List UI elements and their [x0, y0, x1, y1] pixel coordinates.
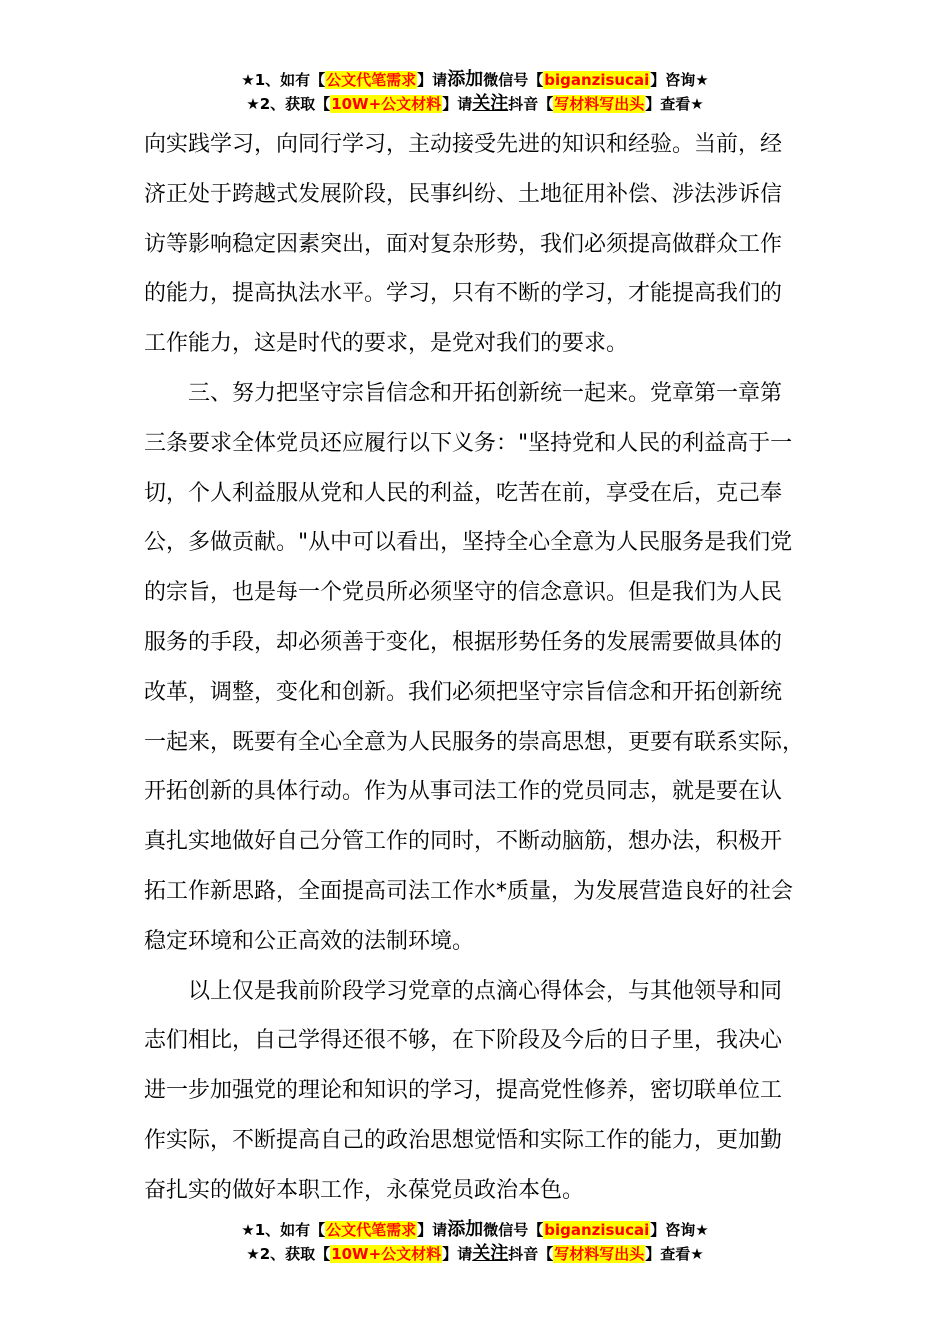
promo-line-1	[0, 1218, 950, 1242]
text-line: 以上仅是我前阶段学习党章的点滴心得体会，与其他领导和同	[188, 978, 783, 1004]
footer-promo-banner	[0, 1218, 950, 1266]
promo-line-1	[0, 68, 950, 92]
text-line: 奋扎实的做好本职工作，永葆党员政治本色。	[144, 1177, 585, 1203]
paragraph-2	[144, 369, 804, 967]
promo-highlight-douyin-account: 写材料写出头	[554, 95, 645, 113]
promo-emphasis: 关注	[472, 93, 509, 114]
text-line: 切，个人利益服从党和人民的利益，吃苦在前，享受在后，克己奉	[144, 480, 783, 506]
text-line: 稳定环境和公正高效的法制环境。	[144, 928, 475, 954]
promo-highlight-wechat-id: biganzisucai	[544, 1221, 650, 1239]
star-icon: ★	[246, 95, 260, 113]
text-line: 三条要求全体党员还应履行以下义务："坚持党和人民的利益高于一	[144, 430, 793, 456]
text-line: 作实际，不断提高自己的政治思想觉悟和实际工作的能力，更加勤	[144, 1127, 783, 1153]
promo-highlight-service: 公文代笔需求	[326, 71, 417, 89]
promo-text: 微信号【	[483, 71, 544, 89]
text-line: 志们相比，自己学得还很不够，在下阶段及今后的日子里，我决心	[144, 1028, 783, 1054]
paragraph-3	[144, 967, 804, 1216]
promo-line-2	[0, 92, 950, 116]
promo-text: 抖音【	[508, 1245, 554, 1263]
text-line: 向实践学习，向同行学习，主动接受先进的知识和经验。当前，经	[144, 132, 783, 157]
text-line: 济正处于跨越式发展阶段，民事纠纷、土地征用补偿、涉法涉诉信	[144, 181, 783, 207]
promo-text: 1、如有【	[254, 71, 326, 89]
promo-text: 微信号【	[483, 1221, 544, 1239]
star-icon: ★	[246, 1245, 260, 1263]
star-icon: ★	[241, 1221, 255, 1239]
text-line: 改革，调整，变化和创新。我们必须把坚守宗旨信念和开拓创新统	[144, 679, 783, 705]
star-icon: ★	[241, 71, 255, 89]
promo-text: 】请	[417, 1221, 448, 1239]
promo-emphasis: 添加	[447, 1219, 484, 1240]
text-line: 的宗旨，也是每一个党员所必须坚守的信念意识。但是我们为人民	[144, 580, 783, 606]
promo-highlight-materials: 10W+公文材料	[331, 1245, 442, 1263]
promo-highlight-materials: 10W+公文材料	[331, 95, 442, 113]
text-line: 一起来，既要有全心全意为人民服务的崇高思想，更要有联系实际，	[144, 729, 805, 755]
promo-text: 1、如有【	[254, 1221, 326, 1239]
promo-highlight-wechat-id: biganzisucai	[544, 71, 650, 89]
promo-highlight-service: 公文代笔需求	[326, 1221, 417, 1239]
promo-emphasis: 关注	[472, 1243, 509, 1264]
promo-text: 】咨询★	[650, 71, 709, 89]
text-line: 工作能力，这是时代的要求，是党对我们的要求。	[144, 331, 629, 357]
header-promo-banner	[0, 68, 950, 116]
promo-emphasis: 添加	[447, 69, 484, 90]
promo-text: 】请	[442, 1245, 473, 1263]
text-line: 拓工作新思路，全面提高司法工作水*质量，为发展营造良好的社会	[144, 878, 794, 904]
promo-text: 】查看★	[645, 1245, 704, 1263]
promo-text: 2、获取【	[259, 1245, 331, 1263]
promo-line-2	[0, 1242, 950, 1266]
text-line: 的能力，提高执法水平。学习，只有不断的学习，才能提高我们的	[144, 281, 783, 307]
text-line: 三、努力把坚守宗旨信念和开拓创新统一起来。党章第一章第	[188, 380, 783, 406]
text-line: 开拓创新的具体行动。作为从事司法工作的党员同志，就是要在认	[144, 779, 783, 805]
text-line: 公，多做贡献。"从中可以看出，坚持全心全意为人民服务是我们党	[144, 530, 793, 556]
text-line: 进一步加强党的理论和知识的学习，提高党性修养，密切联单位工	[144, 1078, 783, 1104]
text-line: 真扎实地做好自己分管工作的同时，不断动脑筋，想办法，积极开	[144, 829, 783, 855]
promo-text: 抖音【	[508, 95, 554, 113]
promo-text: 】请	[417, 71, 448, 89]
promo-text: 】查看★	[645, 95, 704, 113]
text-line: 访等影响稳定因素突出，面对复杂形势，我们必须提高做群众工作	[144, 231, 783, 257]
promo-text: 2、获取【	[259, 95, 331, 113]
text-line: 服务的手段，却必须善于变化，根据形势任务的发展需要做具体的	[144, 629, 783, 655]
promo-highlight-douyin-account: 写材料写出头	[554, 1245, 645, 1263]
paragraph-1	[144, 120, 804, 369]
document-body	[144, 120, 804, 1216]
promo-text: 】请	[442, 95, 473, 113]
promo-text: 】咨询★	[650, 1221, 709, 1239]
